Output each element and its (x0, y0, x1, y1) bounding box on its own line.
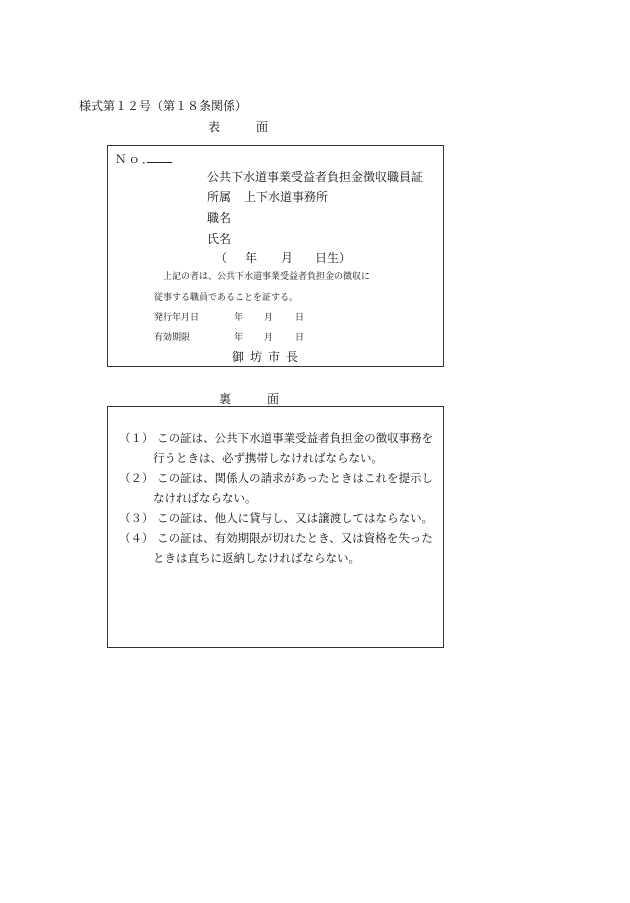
issue-year-label: 年 (234, 313, 244, 323)
note-number: （１） (119, 431, 154, 445)
birth-date-line (215, 249, 351, 266)
affiliation-label: 所属 (207, 190, 232, 204)
birth-year-label: 年 (245, 251, 258, 265)
note-text-line-2: なければならない。 (153, 491, 257, 505)
valid-year-label: 年 (234, 333, 244, 343)
note-item (119, 528, 433, 568)
note-text-line-1: この証は、有効期限が切れたとき、又は資格を失った (157, 531, 433, 545)
position-label: 職名 (207, 211, 232, 225)
note-text-line-1: この証は、他人に貸与し、又は譲渡してはならない。 (157, 511, 434, 525)
birth-day-label: 日生） (315, 251, 352, 265)
issue-month-label: 月 (264, 313, 274, 323)
issuer-name: 御坊市長 (232, 350, 305, 364)
certification-text-line-1: 上記の者は、公共下水道事業受益者負担金の徴収に (163, 272, 371, 282)
note-text-line-1: この証は、公共下水道事業受益者負担金の徴収事務を (157, 431, 434, 445)
front-side-heading: 表 面 (208, 120, 281, 134)
id-card-front (107, 145, 444, 367)
back-side-heading: 裏 面 (219, 392, 292, 406)
valid-month-label: 月 (264, 333, 274, 343)
valid-period-label: 有効期限 (154, 333, 191, 343)
card-number-blank (147, 162, 172, 163)
form-number: 様式第１２号（第１８条関係） (79, 99, 248, 113)
affiliation-value: 上下水道事務所 (244, 190, 329, 204)
note-item (119, 508, 433, 528)
birth-month-label: 月 (281, 251, 294, 265)
id-card-back (107, 406, 444, 648)
card-title: 公共下水道事業受益者負担金徴収職員証 (207, 170, 424, 184)
card-number-label: Ｎｏ． (115, 152, 156, 166)
note-text-line-1: この証は、関係人の請求があったときはこれを提示し (157, 471, 434, 485)
note-number: （２） (119, 471, 154, 485)
name-label: 氏名 (207, 232, 232, 246)
note-item (119, 428, 433, 468)
issue-date-label: 発行年月日 (154, 313, 200, 323)
issue-day-label: 日 (295, 313, 305, 323)
note-text-line-2: 行うときは、必ず携帯しなければならない。 (153, 451, 383, 465)
certification-text-line-2: 従事する職員であることを証する。 (154, 293, 299, 303)
note-item (119, 468, 433, 508)
note-number: （４） (119, 531, 154, 545)
valid-day-label: 日 (295, 333, 305, 343)
note-text-line-2: ときは直ちに返納しなければならない。 (153, 551, 360, 565)
birth-open-paren: （ (215, 251, 228, 265)
note-number: （３） (119, 511, 154, 525)
